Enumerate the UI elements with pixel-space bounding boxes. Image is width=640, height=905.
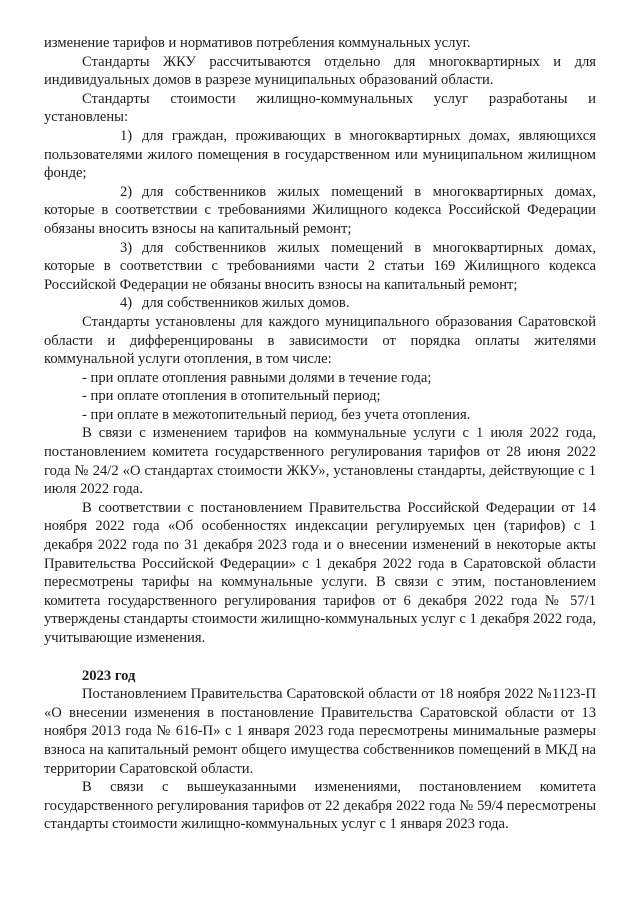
list-item [44, 239, 596, 295]
document-page [44, 34, 596, 834]
list-item-text: для собственников жилых домов. [142, 295, 350, 312]
section-heading-2023: 2023 год [82, 667, 136, 684]
list-item-text: для граждан, проживающих в многоквартирных домах, являющихся пользователями жилого помещения в государственном или муниципальном жилищном фонде; [44, 127, 596, 182]
paragraph-standards-established: Стандарты стоимости жилищно-коммунальных услуг разработаны и установлены: [44, 90, 596, 126]
list-item-number: 2) [120, 183, 133, 200]
paragraph-january-2023: В связи с вышеуказанными изменениями, постановлением комитета государственного регулирования тарифов от 22 декабря 2022 года № 59/4 пересмотрены стандарты стоимости жилищно-коммунальных услуг с 1 января 2023 года. [44, 779, 596, 833]
bullet-item: - при оплате отопления равными долями в течение года; [82, 369, 432, 386]
paragraph-capital-repair-2023: Постановлением Правительства Саратовской области от 18 ноября 2022 №1123-П «О внесении изменения в постановление Правительства Саратовской области от 13 ноября 2013 года № 616-П» с 1 января 2023 года пересмотрены минимальные размеры взноса на капитальный ремонт общего имущества собственников помещений в МКД на территории Саратовской области. [44, 686, 596, 777]
list-item [44, 294, 596, 313]
list-item-number: 4) [120, 295, 133, 312]
list-item-text: для собственников жилых помещений в многоквартирных домах, которые в соответствии с требованиями части 2 статьи 169 Жилищного кодекса Российской Федерации не обязаны вносить взносы на капитальный ремонт; [44, 239, 596, 293]
paragraph-december-2022: В соответствии с постановлением Правительства Российской Федерации от 14 ноября 2022 года «Об особенностях индексации регулируемых цен (тарифов) с 1 декабря 2022 года по 31 декабря 2023 года и о внесении изменений в некоторые акты Правительства Российской Федерации» с 1 декабря 2022 года в Саратовской области пересмотрены тарифы на коммунальные услуги. В связи с этим, постановлением комитета государственного регулирования тарифов от 6 декабря 2022 года № 57/1 утверждены стандарты стоимости жилищно-коммунальных услуг с 1 декабря 2022 года, учитывающие изменения. [44, 499, 596, 646]
list-item [44, 183, 596, 239]
list-item [44, 127, 596, 183]
paragraph-zhku-standards: Стандарты ЖКУ рассчитываются отдельно для многоквартирных и для индивидуальных домов в разрезе муниципальных образований области. [44, 53, 596, 89]
paragraph-july-2022: В связи с изменением тарифов на коммунальные услуги с 1 июля 2022 года, постановлением комитета государственного регулирования тарифов от 28 июня 2022 года № 24/2 «О стандартах стоимости ЖКУ», установлены стандарты, действующие с 1 июля 2022 года. [44, 425, 596, 498]
paragraph-municipal-standards: Стандарты установлены для каждого муниципального образования Саратовской области и дифференцированы в зависимости от порядка оплаты жителями коммунальной услуги отопления, в том числе: [44, 313, 596, 368]
paragraph-tariff-change: изменение тарифов и нормативов потребления коммунальных услуг. [44, 35, 471, 51]
list-item-text: для собственников жилых помещений в многоквартирных домах, которые в соответствии с требованиями Жилищного кодекса Российской Федерации обязаны вносить взносы на капитальный ремонт; [44, 183, 596, 237]
bullet-item: - при оплате в межотопительный период, без учета отопления. [82, 406, 471, 423]
list-item-number: 3) [120, 239, 133, 256]
bullet-item: - при оплате отопления в отопительный период; [82, 388, 381, 405]
list-item-number: 1) [120, 127, 133, 144]
